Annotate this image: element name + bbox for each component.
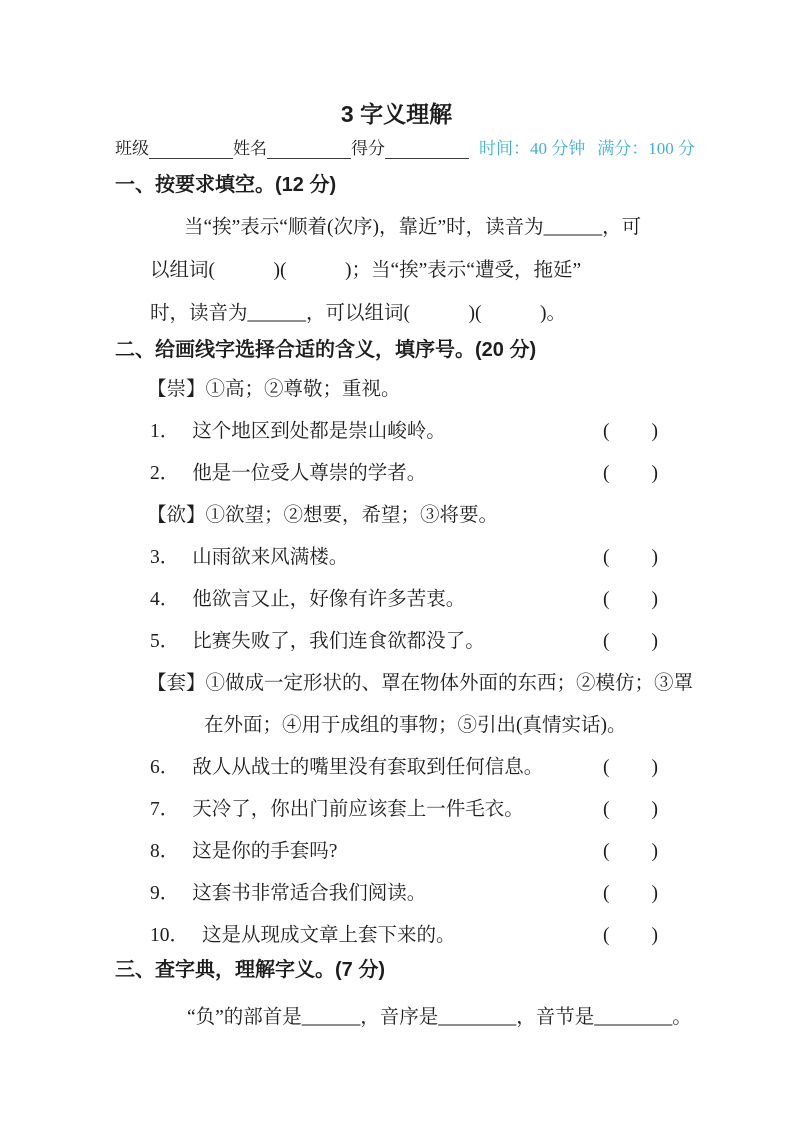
score-label: 得分 — [351, 139, 385, 158]
section-2-body — [115, 369, 694, 957]
item-number: 10． — [150, 925, 190, 946]
answer-parens: ( ) — [603, 463, 659, 484]
item-text: 比赛失败了，我们连食欲都没了。 — [192, 631, 485, 652]
page-title: 3 字义理解 — [340, 101, 453, 127]
answer-parens: ( ) — [603, 547, 659, 568]
answer-parens: ( ) — [603, 925, 659, 946]
item-text: 天冷了，你出门前应该套上一件毛衣。 — [192, 799, 524, 820]
answer-parens: ( ) — [603, 421, 659, 442]
question-item-8 — [150, 831, 677, 873]
section-1-heading: 一、按要求填空。(12 分) — [115, 174, 337, 196]
fill-blank-line: 时，读音为______，可以组词( )( )。 — [150, 303, 566, 324]
section-2-heading: 二、给画线字选择合适的含义，填序号。(20 分) — [115, 339, 537, 361]
name-label: 姓名 — [233, 139, 267, 158]
item-number: 5． — [150, 631, 180, 652]
answer-parens: ( ) — [603, 841, 659, 862]
question-item-7 — [150, 789, 677, 831]
question-item-5 — [150, 621, 677, 663]
section-1-paragraph — [150, 206, 680, 335]
question-item-3 — [150, 537, 677, 579]
class-blank — [149, 140, 233, 159]
item-number: 1． — [150, 421, 180, 442]
item-number: 6． — [150, 757, 180, 778]
class-label: 班级 — [115, 139, 149, 158]
item-number: 7． — [150, 799, 180, 820]
full-score: 满分：100 分 — [597, 139, 695, 158]
answer-parens: ( ) — [603, 757, 659, 778]
question-item-1 — [150, 411, 677, 453]
item-text: 这个地区到处都是崇山峻岭。 — [192, 421, 446, 442]
question-item-6 — [150, 747, 677, 789]
item-text: 山雨欲来风满楼。 — [192, 547, 349, 568]
score-blank — [385, 140, 469, 159]
answer-parens: ( ) — [603, 799, 659, 820]
name-blank — [267, 140, 351, 159]
item-number: 4． — [150, 589, 180, 610]
student-info-row — [115, 134, 695, 159]
question-item-4 — [150, 579, 677, 621]
item-text: 这是你的手套吗? — [192, 841, 338, 862]
definition-tao-line-1: 【套】①做成一定形状的、罩在物体外面的东西；②模仿；③罩 — [147, 673, 694, 694]
question-item-9 — [150, 873, 677, 915]
fill-blank-line: 以组词( )( )；当“挨”表示“遭受，拖延” — [150, 260, 582, 281]
definition-tao-line-2: 在外面；④用于成组的事物；⑤引出(真情实话)。 — [204, 715, 627, 736]
question-item-2 — [150, 453, 677, 495]
item-number: 9． — [150, 883, 180, 904]
item-number: 2． — [150, 463, 180, 484]
item-text: 他欲言又止，好像有许多苦衷。 — [192, 589, 466, 610]
question-item-10 — [150, 915, 677, 957]
definition-chong: 【崇】①高；②尊敬；重视。 — [147, 379, 401, 400]
answer-parens: ( ) — [603, 883, 659, 904]
definition-yu: 【欲】①欲望；②想要，希望；③将要。 — [147, 505, 499, 526]
item-text: 这套书非常适合我们阅读。 — [192, 883, 427, 904]
test-meta — [479, 134, 695, 159]
item-number: 8． — [150, 841, 180, 862]
item-text: 敌人从战士的嘴里没有套取到任何信息。 — [192, 757, 544, 778]
answer-parens: ( ) — [603, 589, 659, 610]
fill-blank-line: 当“挨”表示“顺着(次序)，靠近”时，读音为______，可 — [184, 217, 642, 238]
time-limit: 时间：40 分钟 — [479, 139, 586, 158]
item-number: 3． — [150, 547, 180, 568]
item-text: 他是一位受人尊崇的学者。 — [192, 463, 427, 484]
answer-parens: ( ) — [603, 631, 659, 652]
section-3-paragraph: “负”的部首是______，音序是________，音节是________。 — [187, 1007, 692, 1028]
section-3-heading: 三、查字典，理解字义。(7 分) — [115, 959, 385, 981]
item-text: 这是从现成文章上套下来的。 — [202, 925, 456, 946]
